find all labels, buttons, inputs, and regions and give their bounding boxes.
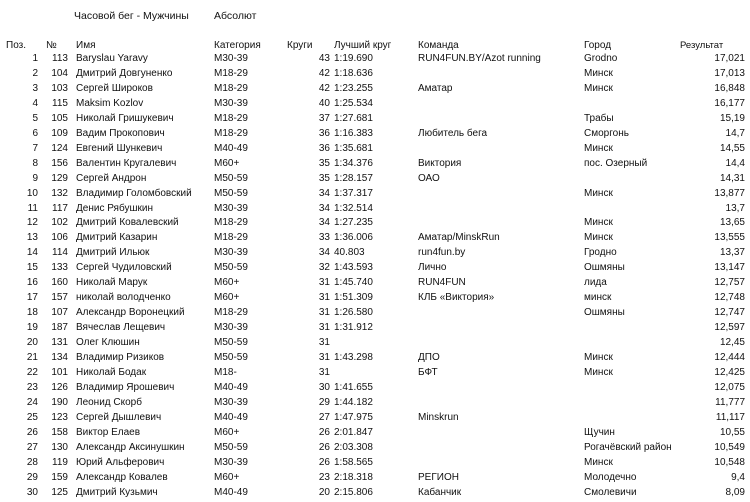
cell-category: M18-29 bbox=[214, 307, 248, 319]
col-header-city: Город bbox=[584, 40, 612, 51]
cell-bib-number: 159 bbox=[51, 471, 68, 483]
cell-pos: 16 bbox=[26, 277, 38, 289]
cell-category: M60+ bbox=[214, 292, 240, 304]
cell-team: RUN4FUN bbox=[418, 277, 466, 289]
table-row bbox=[0, 365, 750, 380]
cell-best-lap: 1:16.383 bbox=[334, 127, 373, 139]
cell-result: 17,021 bbox=[714, 53, 745, 64]
cell-best-lap: 1:28.157 bbox=[334, 172, 373, 184]
cell-team: ДПО bbox=[418, 352, 440, 363]
cell-best-lap: 1:25.534 bbox=[334, 97, 373, 109]
cell-category: M18-29 bbox=[214, 82, 248, 94]
cell-bib-number: 126 bbox=[51, 381, 68, 393]
cell-best-lap: 1:43.298 bbox=[334, 352, 373, 363]
cell-name: Александр Воронецкий bbox=[76, 307, 185, 319]
cell-laps: 34 bbox=[318, 247, 330, 259]
cell-category: M30-39 bbox=[214, 322, 248, 334]
cell-name: Вадим Прокопович bbox=[76, 127, 165, 139]
cell-category: M18-29 bbox=[214, 127, 248, 139]
col-header-result: Результат bbox=[680, 40, 724, 51]
cell-best-lap: 1:44.182 bbox=[334, 396, 373, 408]
cell-pos: 11 bbox=[27, 202, 38, 214]
cell-bib-number: 117 bbox=[52, 202, 68, 214]
table-row bbox=[0, 186, 750, 201]
cell-best-lap: 1:26.580 bbox=[334, 307, 373, 319]
cell-bib-number: 187 bbox=[51, 322, 68, 334]
cell-bib-number: 130 bbox=[51, 441, 68, 453]
cell-laps: 31 bbox=[318, 322, 330, 334]
cell-bib-number: 106 bbox=[51, 232, 68, 244]
cell-laps: 40 bbox=[318, 97, 330, 109]
cell-laps: 31 bbox=[318, 292, 330, 304]
cell-name: Александр Ковалев bbox=[76, 471, 168, 483]
cell-bib-number: 134 bbox=[51, 352, 68, 363]
cell-pos: 21 bbox=[26, 352, 38, 363]
cell-name: Вячеслав Лещевич bbox=[76, 322, 166, 334]
cell-pos: 30 bbox=[26, 486, 38, 498]
cell-best-lap: 1:31.912 bbox=[334, 322, 373, 334]
cell-city: Рогачёвский район bbox=[584, 441, 672, 453]
cell-city: Ошмяны bbox=[584, 262, 625, 274]
cell-laps: 31 bbox=[318, 307, 330, 319]
cell-category: M18-29 bbox=[214, 232, 248, 244]
cell-laps: 26 bbox=[318, 441, 330, 453]
cell-category: M18-29 bbox=[214, 112, 248, 124]
cell-name: Николай Марук bbox=[76, 277, 148, 289]
cell-best-lap: 2:01.847 bbox=[334, 426, 373, 438]
cell-team: КЛБ «Виктория» bbox=[418, 292, 495, 304]
cell-category: M30-39 bbox=[214, 53, 248, 64]
cell-laps: 26 bbox=[318, 426, 330, 438]
cell-team: Аматар bbox=[418, 82, 453, 94]
cell-best-lap: 40.803 bbox=[334, 247, 365, 259]
cell-city: Минск bbox=[584, 142, 613, 154]
cell-name: Сергей Андрон bbox=[76, 172, 147, 184]
results-subtitle: Абсолют bbox=[214, 10, 257, 22]
cell-name: Олег Клюшин bbox=[76, 337, 140, 349]
cell-city: Минск bbox=[584, 366, 613, 378]
col-header-name: Имя bbox=[76, 40, 96, 51]
cell-category: M30-39 bbox=[214, 247, 248, 259]
cell-name: Дмитрий Ильюк bbox=[76, 247, 150, 259]
cell-pos: 22 bbox=[26, 366, 38, 378]
cell-name: Валентин Кругалевич bbox=[76, 157, 177, 169]
cell-bib-number: 160 bbox=[51, 277, 68, 289]
table-row bbox=[0, 410, 750, 425]
cell-team: Любитель бега bbox=[418, 127, 488, 139]
cell-team: RUN4FUN.BY/Azot running bbox=[418, 53, 541, 64]
table-row bbox=[0, 66, 750, 81]
cell-best-lap: 1:58.565 bbox=[334, 456, 373, 468]
cell-best-lap: 2:15.806 bbox=[334, 486, 373, 498]
cell-name: Александр Аксинушкин bbox=[76, 441, 185, 453]
cell-team: ОАО bbox=[418, 172, 440, 184]
table-row bbox=[0, 455, 750, 470]
table-row bbox=[0, 96, 750, 111]
table-row bbox=[0, 395, 750, 410]
cell-pos: 9 bbox=[32, 172, 38, 184]
cell-category: M50-59 bbox=[214, 441, 248, 453]
cell-laps: 36 bbox=[318, 142, 330, 154]
cell-bib-number: 156 bbox=[51, 157, 68, 169]
cell-result: 12,747 bbox=[714, 307, 745, 319]
cell-name: Николай Гришукевич bbox=[76, 112, 174, 124]
cell-result: 12,45 bbox=[719, 337, 745, 349]
cell-name: Maksim Kozlov bbox=[76, 97, 144, 109]
cell-city: Минск bbox=[584, 232, 613, 244]
cell-name: Baryslau Yaravy bbox=[76, 53, 148, 64]
cell-category: M30-39 bbox=[214, 456, 248, 468]
cell-best-lap: 1:27.235 bbox=[334, 217, 373, 229]
cell-name: Сергей Широков bbox=[76, 82, 153, 94]
cell-result: 16,848 bbox=[714, 82, 745, 94]
cell-city: Минск bbox=[584, 217, 613, 229]
cell-bib-number: 103 bbox=[51, 82, 68, 94]
cell-city: Гродно bbox=[584, 247, 617, 259]
cell-laps: 33 bbox=[318, 232, 330, 244]
cell-bib-number: 101 bbox=[51, 366, 68, 378]
cell-team: run4fun.by bbox=[418, 247, 466, 259]
cell-laps: 35 bbox=[318, 157, 330, 169]
cell-best-lap: 1:47.975 bbox=[334, 411, 373, 423]
cell-name: Сергей Чудиловский bbox=[76, 262, 172, 274]
cell-pos: 17 bbox=[26, 292, 38, 304]
cell-city: Минск bbox=[584, 82, 613, 94]
cell-bib-number: 102 bbox=[51, 217, 68, 229]
cell-team: Аматар/MinskRun bbox=[418, 232, 500, 244]
cell-name: Евгений Шункевич bbox=[76, 142, 163, 154]
cell-name: Дмитрий Казарин bbox=[76, 232, 158, 244]
cell-category: M18- bbox=[214, 366, 237, 378]
cell-laps: 34 bbox=[318, 202, 330, 214]
cell-name: Дмитрий Ковалевский bbox=[76, 217, 179, 229]
cell-city: Минск bbox=[584, 67, 613, 79]
cell-best-lap: 1:23.255 bbox=[334, 82, 373, 94]
cell-team: БФТ bbox=[418, 366, 438, 378]
col-header-team: Команда bbox=[418, 40, 459, 51]
cell-best-lap: 1:34.376 bbox=[334, 157, 373, 169]
cell-result: 12,075 bbox=[714, 381, 745, 393]
cell-category: M18-29 bbox=[214, 67, 248, 79]
cell-pos: 5 bbox=[32, 112, 38, 124]
cell-city: Минск bbox=[584, 352, 613, 363]
cell-result: 10,549 bbox=[714, 441, 745, 453]
cell-bib-number: 119 bbox=[52, 456, 68, 468]
results-title: Часовой бег - Мужчины bbox=[74, 10, 189, 22]
cell-bib-number: 131 bbox=[51, 337, 68, 349]
cell-best-lap: 1:41.655 bbox=[334, 381, 373, 393]
table-row bbox=[0, 335, 750, 350]
cell-pos: 4 bbox=[32, 97, 38, 109]
cell-laps: 23 bbox=[318, 471, 330, 483]
cell-pos: 19 bbox=[26, 322, 38, 334]
cell-city: минск bbox=[584, 292, 612, 304]
cell-pos: 7 bbox=[32, 142, 38, 154]
table-row bbox=[0, 81, 750, 96]
cell-team: Виктория bbox=[418, 157, 462, 169]
cell-city: Смолевичи bbox=[584, 486, 637, 498]
cell-result: 13,65 bbox=[719, 217, 745, 229]
cell-bib-number: 109 bbox=[51, 127, 68, 139]
cell-laps: 31 bbox=[318, 352, 330, 363]
cell-result: 9,4 bbox=[731, 471, 745, 483]
cell-team: Кабанчик bbox=[418, 486, 462, 498]
cell-best-lap: 1:43.593 bbox=[334, 262, 373, 274]
table-row bbox=[0, 275, 750, 290]
cell-result: 17,013 bbox=[714, 67, 745, 79]
cell-laps: 30 bbox=[318, 381, 330, 393]
cell-bib-number: 133 bbox=[51, 262, 68, 274]
cell-name: николай володченко bbox=[76, 292, 171, 304]
cell-category: M60+ bbox=[214, 277, 240, 289]
cell-laps: 31 bbox=[318, 337, 330, 349]
table-row bbox=[0, 51, 750, 66]
cell-team: РЕГИОН bbox=[418, 471, 459, 483]
cell-result: 13,37 bbox=[719, 247, 745, 259]
cell-laps: 42 bbox=[318, 67, 330, 79]
cell-bib-number: 158 bbox=[51, 426, 68, 438]
table-row bbox=[0, 320, 750, 335]
cell-result: 12,597 bbox=[714, 322, 745, 334]
cell-laps: 43 bbox=[318, 53, 330, 64]
cell-city: Минск bbox=[584, 187, 613, 199]
cell-category: M30-39 bbox=[214, 202, 248, 214]
table-row bbox=[0, 380, 750, 395]
cell-team: Minskrun bbox=[418, 411, 459, 423]
cell-pos: 6 bbox=[32, 127, 38, 139]
cell-pos: 13 bbox=[26, 232, 38, 244]
cell-pos: 2 bbox=[32, 67, 38, 79]
cell-bib-number: 123 bbox=[51, 411, 68, 423]
table-row bbox=[0, 290, 750, 305]
cell-city: Щучин bbox=[584, 426, 615, 438]
cell-pos: 20 bbox=[26, 337, 38, 349]
table-row bbox=[0, 111, 750, 126]
cell-category: M40-49 bbox=[214, 142, 248, 154]
col-header-best-lap: Лучший круг bbox=[334, 40, 392, 51]
table-row bbox=[0, 260, 750, 275]
cell-laps: 42 bbox=[318, 82, 330, 94]
cell-category: M30-39 bbox=[214, 97, 248, 109]
cell-bib-number: 132 bbox=[51, 187, 68, 199]
cell-best-lap: 1:32.514 bbox=[334, 202, 373, 214]
cell-result: 14,7 bbox=[725, 127, 745, 139]
cell-city: пос. Озерный bbox=[584, 157, 648, 169]
cell-name: Сергей Дышлевич bbox=[76, 411, 162, 423]
cell-pos: 15 bbox=[26, 262, 38, 274]
cell-laps: 20 bbox=[318, 486, 330, 498]
cell-name: Леонид Скорб bbox=[76, 396, 142, 408]
table-row bbox=[0, 230, 750, 245]
cell-result: 13,555 bbox=[714, 232, 745, 244]
cell-name: Владимир Голомбовский bbox=[76, 187, 192, 199]
cell-result: 12,748 bbox=[714, 292, 745, 304]
table-row bbox=[0, 425, 750, 440]
cell-bib-number: 129 bbox=[51, 172, 68, 184]
cell-bib-number: 157 bbox=[51, 292, 68, 304]
cell-pos: 27 bbox=[26, 441, 38, 453]
cell-result: 14,4 bbox=[725, 157, 745, 169]
cell-pos: 18 bbox=[26, 307, 38, 319]
cell-laps: 31 bbox=[318, 366, 330, 378]
cell-result: 14,31 bbox=[719, 172, 745, 184]
col-header-category: Категория bbox=[214, 40, 261, 51]
cell-category: M60+ bbox=[214, 471, 240, 483]
cell-pos: 12 bbox=[26, 217, 38, 229]
cell-best-lap: 2:03.308 bbox=[334, 441, 373, 453]
cell-pos: 3 bbox=[32, 82, 38, 94]
cell-laps: 31 bbox=[318, 277, 330, 289]
table-row bbox=[0, 485, 750, 500]
table-row bbox=[0, 156, 750, 171]
cell-pos: 24 bbox=[26, 396, 38, 408]
cell-name: Дмитрий Кузьмич bbox=[76, 486, 158, 498]
cell-category: M40-49 bbox=[214, 486, 248, 498]
cell-category: M50-59 bbox=[214, 172, 248, 184]
cell-city: Grodno bbox=[584, 53, 618, 64]
cell-laps: 34 bbox=[318, 217, 330, 229]
cell-pos: 25 bbox=[26, 411, 38, 423]
cell-bib-number: 107 bbox=[51, 307, 68, 319]
cell-result: 16,177 bbox=[714, 97, 745, 109]
cell-name: Дмитрий Довгуненко bbox=[76, 67, 173, 79]
cell-category: M60+ bbox=[214, 157, 240, 169]
cell-result: 14,55 bbox=[719, 142, 745, 154]
cell-bib-number: 104 bbox=[51, 67, 68, 79]
table-row bbox=[0, 245, 750, 260]
cell-city: Ошмяны bbox=[584, 307, 625, 319]
cell-laps: 27 bbox=[318, 411, 330, 423]
cell-team: Лично bbox=[418, 262, 447, 274]
cell-pos: 14 bbox=[26, 247, 38, 259]
cell-result: 11,777 bbox=[715, 396, 745, 408]
cell-bib-number: 113 bbox=[52, 53, 68, 64]
table-row bbox=[0, 215, 750, 230]
cell-best-lap: 1:51.309 bbox=[334, 292, 373, 304]
cell-name: Денис Рябушкин bbox=[76, 202, 153, 214]
col-header-laps: Круги bbox=[287, 40, 313, 51]
cell-result: 13,147 bbox=[714, 262, 745, 274]
cell-result: 12,425 bbox=[714, 366, 745, 378]
cell-best-lap: 1:27.681 bbox=[334, 112, 373, 124]
table-row bbox=[0, 305, 750, 320]
table-row bbox=[0, 201, 750, 216]
cell-bib-number: 115 bbox=[52, 97, 68, 109]
table-row bbox=[0, 440, 750, 455]
cell-name: Юрий Альферович bbox=[76, 456, 165, 468]
cell-result: 11,117 bbox=[715, 411, 745, 423]
cell-best-lap: 1:37.317 bbox=[334, 187, 373, 199]
cell-pos: 28 bbox=[26, 456, 38, 468]
cell-category: M30-39 bbox=[214, 396, 248, 408]
cell-best-lap: 1:19.690 bbox=[334, 53, 373, 64]
cell-category: M60+ bbox=[214, 426, 240, 438]
cell-category: M50-59 bbox=[214, 187, 248, 199]
cell-name: Владимир Ярошевич bbox=[76, 381, 175, 393]
table-row bbox=[0, 126, 750, 141]
table-row bbox=[0, 470, 750, 485]
cell-laps: 32 bbox=[318, 262, 330, 274]
cell-best-lap: 2:18.318 bbox=[334, 471, 373, 483]
cell-city: лида bbox=[584, 277, 607, 289]
cell-laps: 37 bbox=[318, 112, 330, 124]
cell-best-lap: 1:36.006 bbox=[334, 232, 373, 244]
cell-pos: 26 bbox=[26, 426, 38, 438]
cell-name: Виктор Елаев bbox=[76, 426, 141, 438]
cell-best-lap: 1:45.740 bbox=[334, 277, 373, 289]
table-row bbox=[0, 141, 750, 156]
cell-laps: 26 bbox=[318, 456, 330, 468]
cell-pos: 10 bbox=[26, 187, 38, 199]
cell-laps: 36 bbox=[318, 127, 330, 139]
cell-pos: 29 bbox=[26, 471, 38, 483]
cell-city: Минск bbox=[584, 456, 613, 468]
cell-bib-number: 114 bbox=[52, 247, 68, 259]
cell-category: M50-59 bbox=[214, 262, 248, 274]
cell-result: 13,877 bbox=[714, 187, 745, 199]
cell-category: M40-49 bbox=[214, 381, 248, 393]
cell-best-lap: 1:18.636 bbox=[334, 67, 373, 79]
col-header-pos: Поз. bbox=[6, 40, 26, 51]
cell-pos: 8 bbox=[32, 157, 38, 169]
cell-result: 10,55 bbox=[719, 426, 745, 438]
cell-bib-number: 124 bbox=[51, 142, 68, 154]
cell-laps: 34 bbox=[318, 187, 330, 199]
cell-laps: 29 bbox=[318, 396, 330, 408]
cell-best-lap: 1:35.681 bbox=[334, 142, 373, 154]
cell-result: 13,7 bbox=[725, 202, 745, 214]
table-row bbox=[0, 350, 750, 365]
col-header-no: № bbox=[46, 40, 57, 51]
cell-name: Николай Бодак bbox=[76, 366, 147, 378]
cell-result: 10,548 bbox=[714, 456, 745, 468]
cell-pos: 1 bbox=[32, 53, 38, 64]
cell-result: 8,09 bbox=[725, 486, 745, 498]
cell-bib-number: 125 bbox=[51, 486, 68, 498]
cell-pos: 23 bbox=[26, 381, 38, 393]
table-row bbox=[0, 171, 750, 186]
cell-category: M40-49 bbox=[214, 411, 248, 423]
cell-result: 12,757 bbox=[714, 277, 745, 289]
cell-result: 15,19 bbox=[719, 112, 745, 124]
cell-category: M18-29 bbox=[214, 217, 248, 229]
cell-bib-number: 105 bbox=[51, 112, 68, 124]
cell-result: 12,444 bbox=[714, 352, 745, 363]
cell-laps: 35 bbox=[318, 172, 330, 184]
cell-city: Молодечно bbox=[584, 471, 637, 483]
cell-city: Сморгонь bbox=[584, 127, 629, 139]
cell-bib-number: 190 bbox=[51, 396, 68, 408]
cell-category: M50-59 bbox=[214, 352, 248, 363]
cell-name: Владимир Ризиков bbox=[76, 352, 165, 363]
cell-city: Трабы bbox=[584, 112, 614, 124]
cell-category: M50-59 bbox=[214, 337, 248, 349]
